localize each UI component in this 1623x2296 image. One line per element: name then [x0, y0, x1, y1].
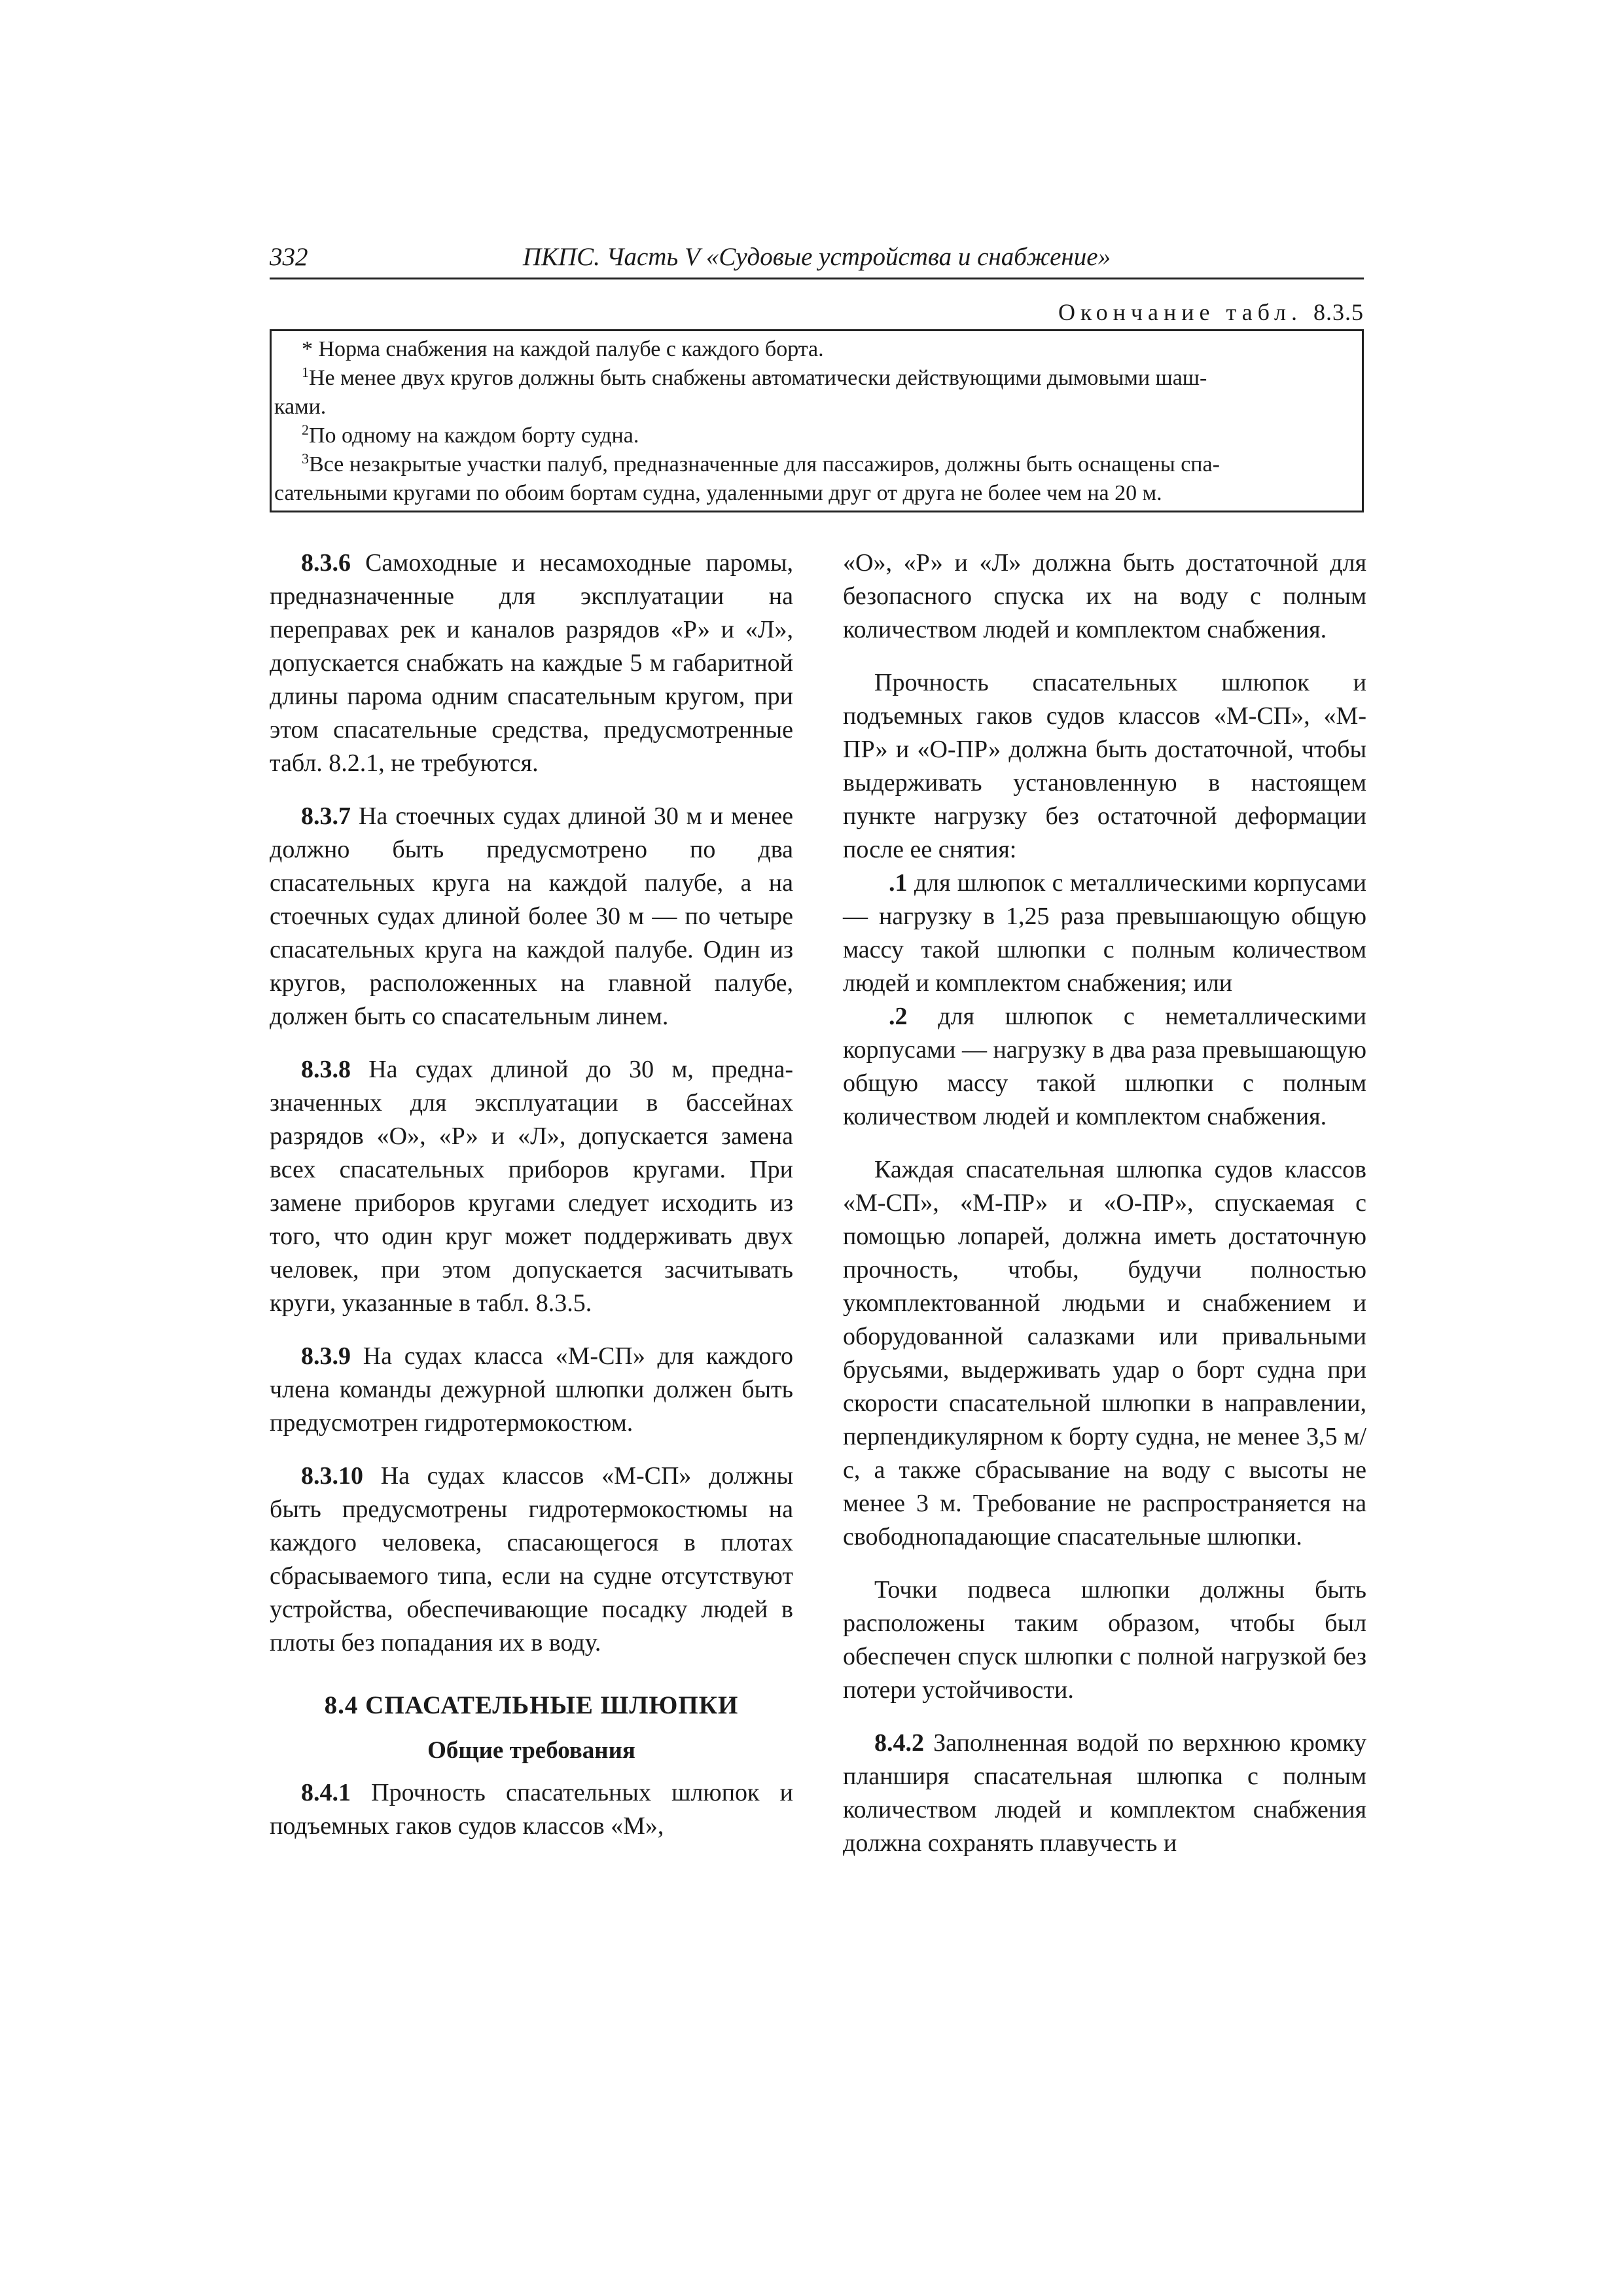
paragraph-strength: Прочность спасательных шлюпок и подъемных гаков судов классов «М-СП», «М-ПР» и «О-ПР» должна быть достаточной, чтобы выдерживать установленную в настоящем пункте нагрузку без остаточной деформации после ее снятия: — [843, 669, 1366, 863]
clause-number: 8.4.2 — [874, 1729, 924, 1757]
body-columns — [270, 547, 1367, 1986]
clause-number: 8.3.7 — [301, 802, 351, 830]
footnote-mark: 2 — [302, 422, 309, 438]
item-text: для шлюпок с металлическими корпусами — нагрузку в 1,25 раза превышающую общую массу такой шлюпки с полным количеством людей и комплектом снабжения; или — [843, 869, 1367, 997]
footnote-text: Все незакрытые участки палуб, предназначенные для пассажиров, должны быть оснащены спа- — [309, 452, 1220, 476]
item-number: .1 — [889, 869, 908, 897]
page — [270, 237, 1367, 1986]
footnote-asterisk: * Норма снабжения на каждой палубе с каждого борта. — [302, 337, 824, 361]
item-number: .2 — [889, 1003, 908, 1030]
table-footnotes — [270, 329, 1364, 512]
footnote-2 — [272, 422, 1362, 450]
left-column — [270, 547, 793, 1843]
footnote-mark: 3 — [302, 450, 309, 467]
paragraph-impact: Каждая спасательная шлюпка судов классов «М-СП», «М-ПР» и «О-ПР», спускаемая с помощью лопарей, должна иметь достаточную прочность, чтобы, будучи полностью укомплектованной людьми и снабжением и оборудованной салазками или привальными брусьями, выдерживать удар о борт судна при скорости спасательной шлюпки в направлении, перпендикулярном к борту судна, не менее 3,5 м/с, а также сбрасывание на воду с высоты не менее 3 м. Требование не распространяется на свободнопадающие спасательные шлюпки. — [843, 1156, 1366, 1551]
paragraph-8-3-9 — [270, 1340, 793, 1440]
list-item-2 — [843, 1000, 1366, 1134]
clause-number: 8.4.1 — [301, 1779, 351, 1806]
footnote-1-continued: ками. — [274, 395, 327, 419]
footnote-text: Не менее двух кругов должны быть снабжены автоматически действующими дымовыми шаш- — [309, 366, 1207, 390]
right-column — [843, 547, 1366, 1860]
clause-number: 8.3.9 — [301, 1342, 351, 1370]
running-title: ПКПС. Часть V «Судовые устройства и снабжение» — [522, 243, 1111, 271]
footnote-3-continued: сательными кругами по обоим бортам судна, удаленными друг от друга не более чем на 20 м. — [274, 481, 1162, 505]
item-text: для шлюпок с неметаллическими корпусами — нагрузку в два раза превышающую общую массу такой шлюпки с полным количеством людей и комплектом снабжения. — [843, 1003, 1367, 1130]
clause-text: Прочность спасательных шлюпок и подъемных гаков судов классов «М», — [270, 1779, 793, 1840]
clause-number: 8.3.6 — [301, 549, 351, 577]
page-number: 332 — [270, 243, 308, 271]
paragraph-8-3-7 — [270, 800, 793, 1033]
table-continuation-text: Окончание табл. — [1058, 299, 1302, 325]
footnote-mark: 1 — [302, 364, 309, 380]
clause-text: На судах длиной до 30 м, предназначенных для эксплуатации в бассейнах разрядов «О», «Р» и «Л», допускается замена всех спасательных приборов кругами. При замене приборов кругами следует исходить из того, что один круг может поддерживать двух человек, при этом допускается засчитывать круги, указанные в табл. 8.3.5. — [270, 1056, 794, 1317]
paragraph-8-3-8 — [270, 1053, 793, 1320]
table-continuation-label — [270, 298, 1364, 327]
running-header — [270, 237, 1364, 279]
paragraph-8-4-1-continued: «О», «Р» и «Л» должна быть достаточной для безопасного спуска их на воду с полным количеством людей и комплектом снабжения. — [843, 549, 1366, 643]
clause-text: На стоечных судах длиной 30 м и менее должно быть предусмотрено по два спасательных круга на каждой палубе, а на стоечных судах длиной более 30 м — по четыре спасательных круга на каждой палубе. Один из кругов, расположенных на главной палубе, должен быть со спасательным линем. — [270, 802, 794, 1030]
clause-text: Самоходные и несамоходные паромы, предназначенные для эксплуатации на переправах рек и каналов разрядов «Р» и «Л», допускается снабжать на каждые 5 м габаритной длины парома одним спасательным кругом, при этом спасательные средства, предусмотренные табл. 8.2.1, не требуются. — [270, 549, 794, 777]
footnote-3 — [272, 450, 1362, 479]
clause-number: 8.3.8 — [301, 1056, 351, 1083]
paragraph-8-3-10 — [270, 1460, 793, 1660]
clause-text: Заполненная водой по верхнюю кромку планширя спасательная шлюпка с полным количеством людей и комплектом снабжения должна сохранять плавучесть и — [843, 1729, 1367, 1857]
footnote-text: По одному на каждом борту судна. — [309, 423, 639, 448]
clause-text: На судах классов «М-СП» должны быть предусмотрены гидротермокостюмы на каждого человека, спасающегося в плотах сбрасываемого типа, если на судне отсутствуют устройства, обеспечивающие посадку людей в плоты без попадания их в воду. — [270, 1462, 793, 1657]
list-item-1 — [843, 867, 1366, 1000]
table-number: 8.3.5 — [1313, 299, 1364, 325]
paragraph-8-3-6 — [270, 547, 793, 780]
paragraph-8-4-2 — [843, 1727, 1366, 1860]
subsection-title: Общие требования — [427, 1737, 635, 1764]
paragraph-8-4-1 — [270, 1776, 793, 1843]
clause-number: 8.3.10 — [301, 1462, 363, 1490]
section-title: 8.4 СПАСАТЕЛЬНЫЕ ШЛЮПКИ — [324, 1691, 739, 1719]
clause-text: На судах класса «М-СП» для каждого члена команды дежурной шлюпки должен быть предусмотрен гидротермокостюм. — [270, 1342, 794, 1437]
footnote-1 — [272, 364, 1362, 393]
paragraph-suspension-points: Точки подвеса шлюпки должны быть расположены таким образом, чтобы был обеспечен спуск шлюпки с полной нагрузкой без потери устойчивости. — [843, 1576, 1366, 1704]
